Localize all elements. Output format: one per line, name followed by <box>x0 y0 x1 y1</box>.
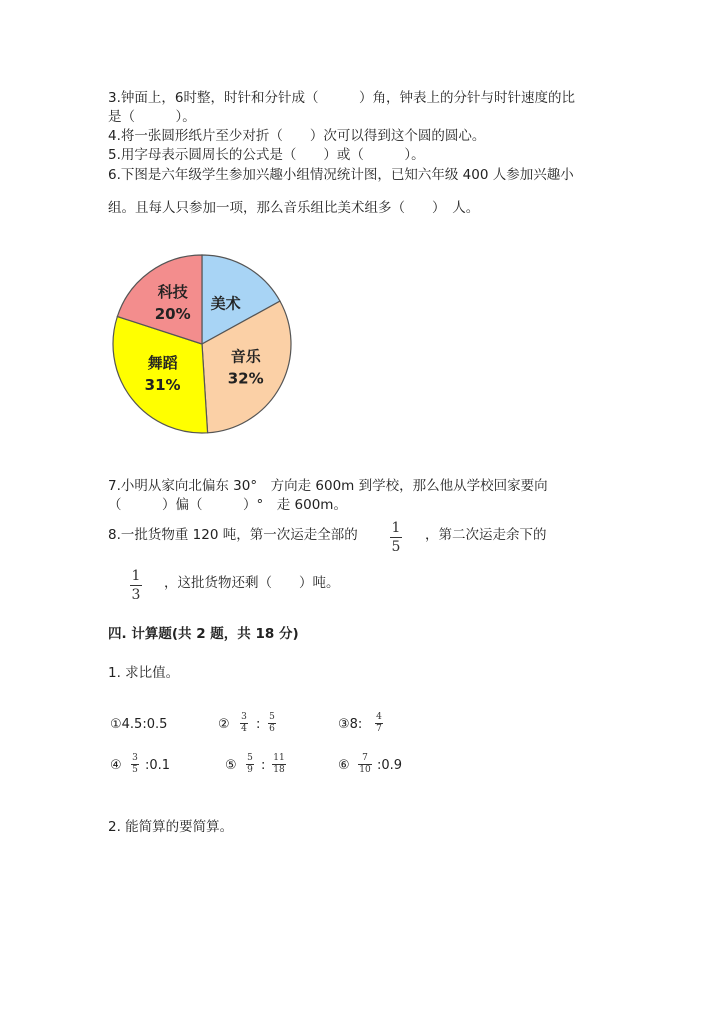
calc-item-5-mark: ⑤ <box>225 758 237 773</box>
question-7-line-1: 7.小明从家向北偏东 30° 方向走 600m 到学校，那么他从学校回家要向 <box>108 478 548 494</box>
calc-item-2-colon: : <box>256 717 261 732</box>
pie-slice-label: 音乐 <box>230 347 261 366</box>
fraction-denominator: 7 <box>376 724 382 734</box>
sub-question-1-title: 1. 求比值。 <box>108 665 180 681</box>
fraction-one-fifth <box>390 521 402 554</box>
pie-slice-label: 舞蹈 <box>147 354 178 372</box>
fraction-numerator: 3 <box>132 753 138 763</box>
calc-item-2-mark: ② <box>218 717 230 732</box>
question-5: 5.用字母表示圆周长的公式是（ ）或（ ）。 <box>108 147 425 163</box>
calc-item-3-mark: ③8: <box>338 717 363 732</box>
fraction-numerator: 5 <box>269 712 275 722</box>
calc-item-6-mark: ⑥ <box>338 758 350 773</box>
question-8-part-2: ，第二次运走余下的 <box>425 527 547 543</box>
calc-item-2-fraction-b <box>268 713 276 734</box>
fraction-numerator: 1 <box>131 568 141 584</box>
question-4: 4.将一张圆形纸片至少对折（ ）次可以得到这个圆的圆心。 <box>108 128 486 144</box>
fraction-denominator: 4 <box>241 724 247 734</box>
calc-item-4-tail: :0.1 <box>145 758 171 773</box>
question-8-part-1: 8.一批货物重 120 吨，第一次运走全部的 <box>108 527 358 543</box>
calc-item-2-fraction-a <box>240 713 248 734</box>
question-6-line-1: 6.下图是六年级学生参加兴趣小组情况统计图，已知六年级 400 人参加兴趣小 <box>108 167 574 183</box>
question-6-line-2: 组。且每人只参加一项，那么音乐组比美术组多（ ） 人。 <box>108 200 480 216</box>
fraction-denominator: 18 <box>273 765 285 775</box>
fraction-numerator: 11 <box>273 753 285 763</box>
question-3-line-1: 3.钟面上，6时整，时针和分针成（ ）角，钟表上的分针与时针速度的比 <box>108 90 575 106</box>
question-3-line-2: 是（ ）。 <box>108 109 196 125</box>
question-8-part-3: ，这批货物还剩（ ）吨。 <box>164 575 340 591</box>
pie-slice-percent: 31% <box>144 376 181 394</box>
pie-slice-label: 科技 <box>157 283 188 302</box>
question-7-line-2: （ ）偏（ ）° 走 600m。 <box>108 497 347 513</box>
fraction-numerator: 5 <box>247 753 253 763</box>
fraction-denominator: 10 <box>359 765 371 775</box>
section-4-heading: 四. 计算题(共 2 题，共 18 分) <box>108 626 299 642</box>
calc-item-5-fraction-b <box>272 754 286 775</box>
calc-item-5-fraction-a <box>246 754 254 775</box>
fraction-denominator: 9 <box>247 765 253 775</box>
fraction-denominator: 5 <box>391 539 401 555</box>
fraction-numerator: 3 <box>241 712 247 722</box>
calc-item-4-mark: ④ <box>110 758 122 773</box>
pie-slice-label: 美术 <box>210 294 241 313</box>
calc-item-3-fraction-a <box>375 713 383 734</box>
fraction-one-third <box>130 569 142 602</box>
pie-slice-percent: 20% <box>154 305 191 324</box>
pie-slice-percent: 32% <box>227 369 264 388</box>
calc-item-6-tail: :0.9 <box>377 758 403 773</box>
calc-item-1: ①4.5:0.5 <box>110 717 168 732</box>
fraction-denominator: 5 <box>132 765 138 775</box>
fraction-numerator: 4 <box>376 712 382 722</box>
calc-item-4-fraction-a <box>131 754 139 775</box>
fraction-denominator: 3 <box>131 587 141 603</box>
sub-question-2-title: 2. 能简算的要简算。 <box>108 819 234 835</box>
fraction-numerator: 7 <box>362 753 368 763</box>
calc-item-5-colon: : <box>261 758 266 773</box>
pie-chart <box>102 243 302 443</box>
fraction-numerator: 1 <box>391 520 401 536</box>
fraction-denominator: 6 <box>269 724 275 734</box>
calc-item-6-fraction-a <box>358 754 372 775</box>
